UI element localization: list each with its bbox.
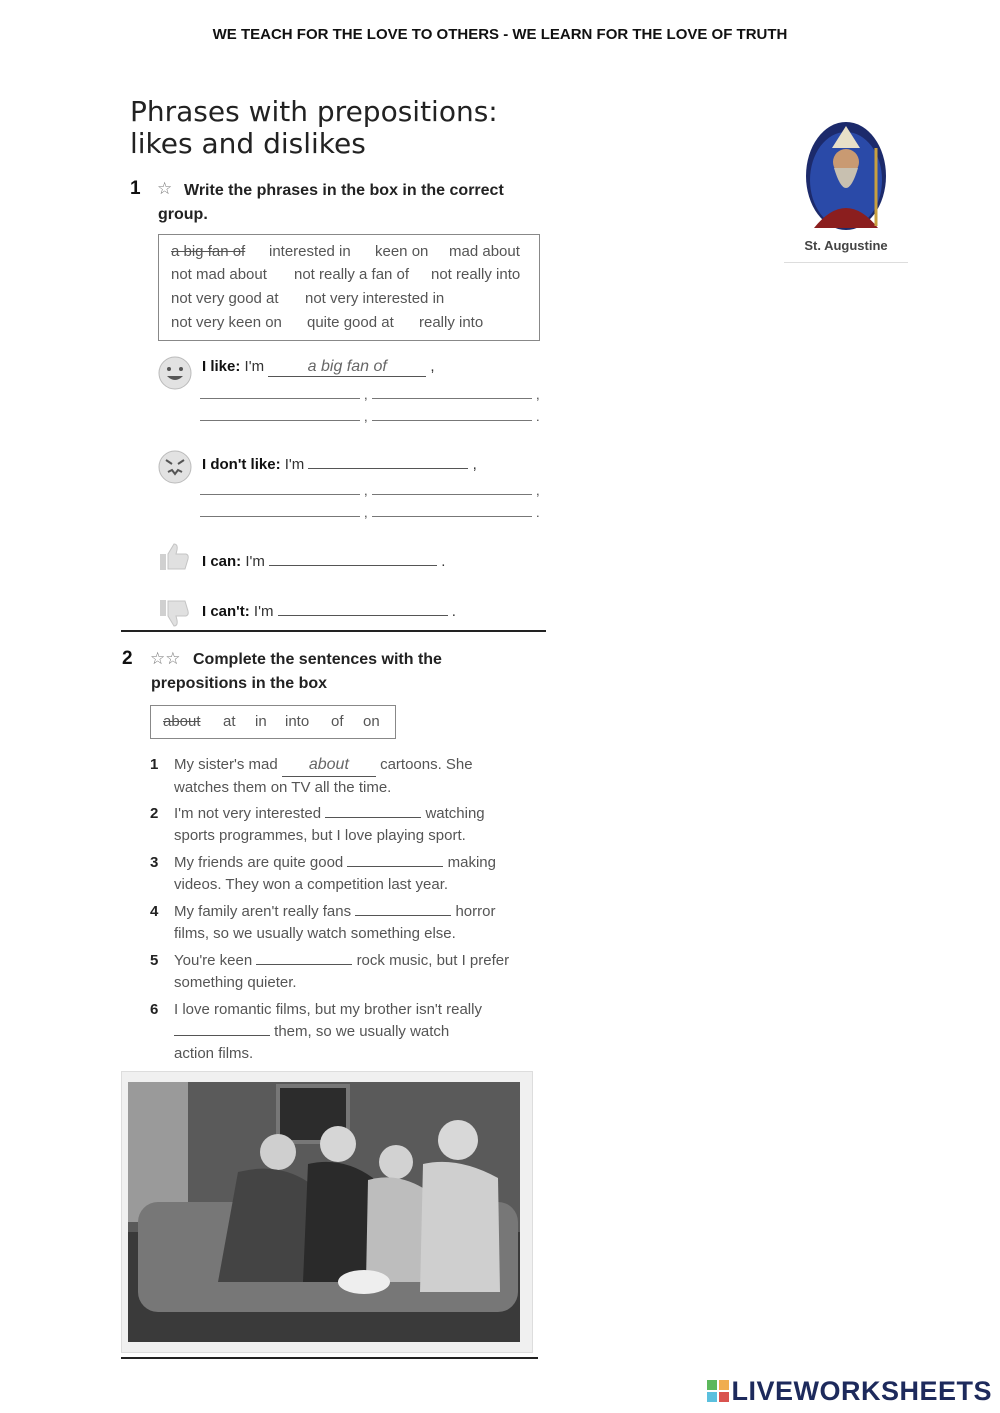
title-line-2: likes and dislikes: [130, 127, 366, 160]
phrase-item: not really into: [431, 266, 521, 283]
angry-face-icon: [158, 450, 192, 489]
answer-blank[interactable]: [372, 516, 532, 517]
sentence-2: 2 I'm not very interested watching sports programmes, but I love playing sport.: [150, 805, 485, 844]
exercise1-instruction: Write the phrases in the box in the correct group.: [158, 182, 504, 223]
phrase-item: mad about: [449, 243, 520, 260]
preposition-item: at: [223, 713, 236, 730]
cant-row: I can't: I'm .: [202, 603, 456, 620]
sentence-4: 4 My family aren't really fans horror films, so we usually watch something else.: [150, 903, 496, 942]
answer-blank[interactable]: [200, 494, 360, 495]
page-title: [130, 96, 498, 160]
star-icon: ☆: [157, 179, 173, 198]
sentence-5: 5 You're keen rock music, but I prefer something quieter.: [150, 952, 510, 991]
liveworksheets-logo: LIVEWORKSHEETS: [707, 1376, 992, 1407]
exercise2-number: 2: [122, 648, 133, 669]
answer-blank[interactable]: [269, 551, 437, 566]
phrase-item: really into: [419, 314, 484, 331]
prepositions-box: [150, 705, 396, 739]
phrase-item: a big fan of: [171, 243, 246, 260]
exercise1-number: 1: [130, 178, 141, 199]
phrase-item: not really a fan of: [294, 266, 410, 283]
answer-blank[interactable]: [372, 494, 532, 495]
answer-blank[interactable]: [256, 950, 352, 965]
phrase-item: not very good at: [171, 290, 279, 307]
answer-blank[interactable]: [200, 516, 360, 517]
smile-face-icon: [158, 356, 192, 395]
preposition-item: into: [285, 713, 310, 730]
answer-example: about: [282, 754, 376, 777]
answer-blank[interactable]: [347, 852, 443, 867]
sentence-3: 3 My friends are quite good making videos. They won a competition last year.: [150, 854, 496, 893]
answer-blank[interactable]: [325, 803, 421, 818]
thumbs-down-icon: [158, 598, 190, 633]
phrases-box: [158, 234, 540, 341]
answer-blank[interactable]: [174, 1021, 270, 1036]
answer-blank[interactable]: [372, 398, 532, 399]
phrase-item: quite good at: [307, 314, 394, 331]
preposition-item: in: [255, 713, 267, 730]
answer-blank[interactable]: [355, 901, 451, 916]
sentence-1: 1 My sister's mad about cartoons. She watches them on TV all the time.: [150, 756, 473, 796]
phrase-item: not mad about: [171, 266, 267, 283]
answer-blank[interactable]: [200, 420, 360, 421]
phrase-item: keen on: [375, 243, 429, 260]
answer-blank[interactable]: [308, 454, 468, 469]
phrase-item: not very keen on: [171, 314, 282, 331]
preposition-item: on: [363, 713, 380, 730]
sentence-6: 6 I love romantic films, but my brother isn't really them, so we usually watch action films.: [150, 1001, 482, 1062]
family-photo: [121, 1071, 533, 1353]
answer-blank[interactable]: [372, 420, 532, 421]
can-row: I can: I'm .: [202, 553, 446, 570]
bottom-divider: [121, 1357, 538, 1359]
like-row: I like: I'm a big fan of ,: [202, 358, 435, 375]
section-divider: [121, 630, 546, 632]
phrase-item: not very interested in: [305, 290, 445, 307]
preposition-item: of: [331, 713, 344, 730]
portrait-caption: St. Augustine: [804, 238, 888, 253]
saint-portrait-image: [784, 118, 908, 238]
phrase-item: interested in: [269, 243, 351, 260]
two-stars-icon: ☆☆: [150, 649, 181, 668]
answer-blank[interactable]: [278, 601, 448, 616]
like-answer-example: a big fan of: [268, 358, 426, 377]
header-motto: WE TEACH FOR THE LOVE TO OTHERS - WE LEARN FOR THE LOVE OF TRUTH: [212, 26, 788, 43]
dislike-row: I don't like: I'm ,: [202, 456, 477, 473]
answer-blank[interactable]: [200, 398, 360, 399]
title-line-1: Phrases with prepositions:: [130, 95, 498, 128]
logo-mark-icon: [707, 1378, 729, 1400]
thumbs-up-icon: [158, 542, 190, 577]
exercise2-instruction: Complete the sentences with the prepositions in the box: [151, 651, 442, 692]
portrait: [784, 118, 908, 266]
preposition-item: about: [163, 713, 201, 730]
